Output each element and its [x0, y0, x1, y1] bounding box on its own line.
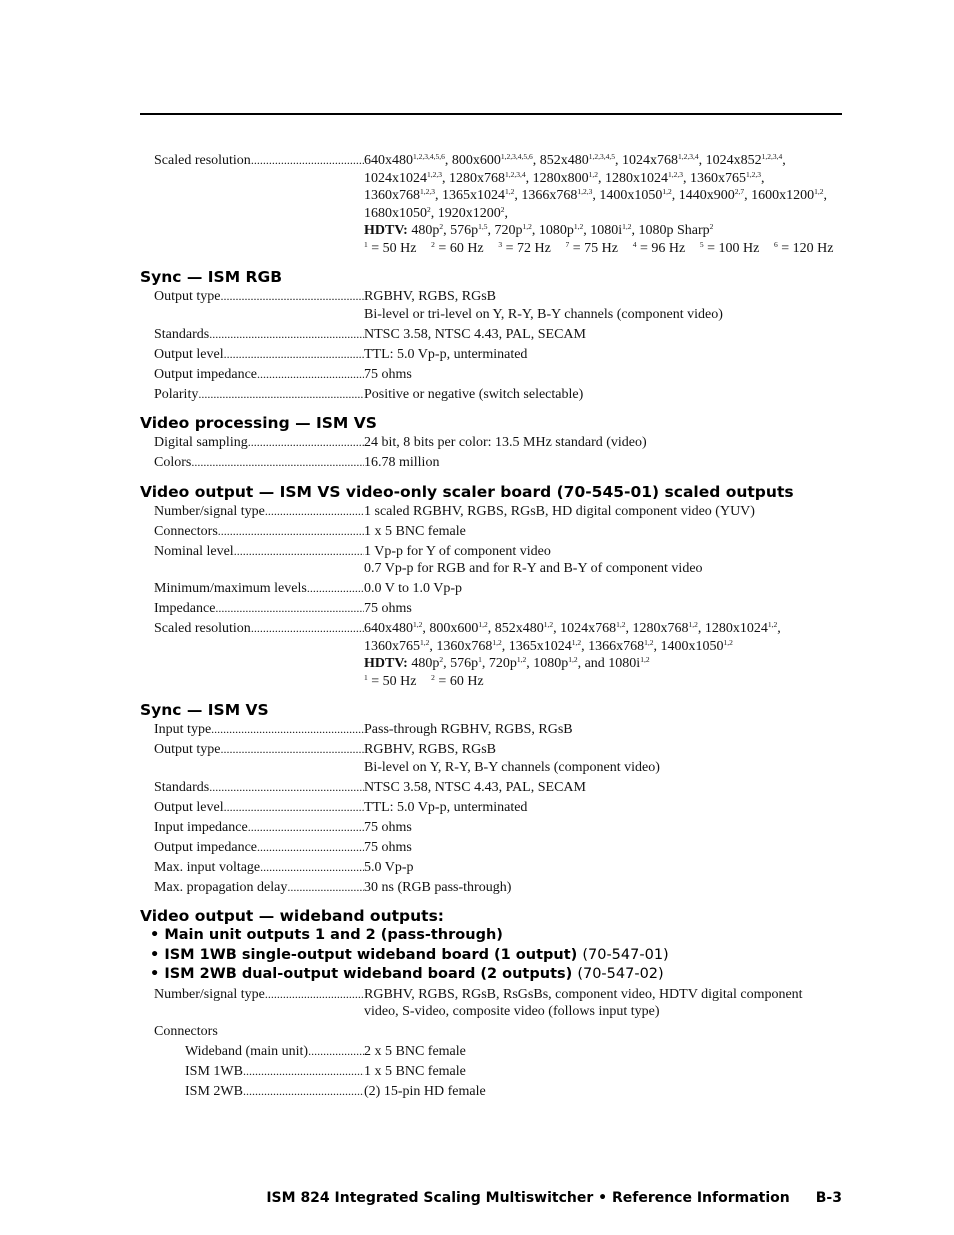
superscript: 7: [565, 239, 570, 249]
spec-value: [364, 152, 860, 257]
spec-value-line: HDTV: $480p^2$, $576p^{1,5}$, $720p^{1,2}$, $1080p^{1,2}$, $1080i^{1,2}$, 1080p Sharp$^2$: [364, 222, 714, 238]
superscript: 1,2,3,4,5,6: [500, 152, 533, 161]
section-heading: Video processing — ISM VS: [140, 414, 377, 432]
spec-value: [364, 326, 860, 344]
spec-value: [364, 859, 860, 877]
spec-label-text: Output level: [154, 799, 224, 815]
superscript: 1,2: [571, 637, 582, 647]
spec-label-text: Digital sampling: [154, 435, 248, 450]
spec-label-text: Connectors: [154, 1024, 218, 1039]
spec-label-text: Output impedance: [154, 839, 258, 855]
spec-label: [140, 839, 364, 857]
spec-value: [364, 288, 860, 323]
spec-row: [140, 819, 860, 837]
spec-label: [140, 1063, 364, 1081]
leader-dots: [257, 366, 364, 384]
spec-value-line: 75 ohms: [364, 839, 412, 855]
superscript: 1,2: [616, 620, 626, 629]
spec-value-line: 16.78 million: [364, 455, 440, 470]
leader-dots: [243, 1083, 364, 1101]
spec-row: [140, 620, 860, 690]
spec-value-line: 1 scaled RGBHV, RGBS, RGsB, HD digital component video (YUV): [364, 503, 755, 519]
spec-row: [140, 288, 860, 323]
superscript: 1,2: [420, 637, 430, 647]
spec-row: [140, 986, 860, 1021]
superscript: 2: [431, 239, 435, 249]
spec-label-text: Output type: [154, 742, 221, 757]
spec-value-line: Bi-level or tri-level on Y, R-Y, B-Y channels (component video): [364, 306, 723, 322]
spec-row: [140, 523, 860, 541]
superscript: 1,2: [543, 620, 554, 629]
spec-value-line: 1680x1050$^2$, 1920x1200$^2$,: [364, 204, 508, 221]
spec-label: [140, 779, 364, 797]
spec-value-line: RGBHV, RGBS, RGsB: [364, 742, 497, 757]
spec-value-line: 1024x1024$^{1,2,3}$, 1280x768$^{1,2,3,4}$, 1280x800$^{1,2}$, 1280x1024$^{1,2,3}$, 1360x765$^{1,2,3}$,: [364, 169, 765, 186]
spec-row: [140, 879, 860, 897]
page-footer: [266, 1190, 842, 1206]
spec-value-line: NTSC 3.58, NTSC 4.43, PAL, SECAM: [364, 326, 586, 342]
spec-label: [140, 721, 364, 739]
spec-label: [140, 346, 364, 364]
spec-label-text: Output level: [154, 346, 224, 362]
spec-section: [140, 152, 860, 257]
spec-value-line: video, S-video, composite video (follows input type): [364, 1004, 660, 1019]
superscript: 4: [632, 239, 637, 249]
spec-value: [364, 580, 860, 598]
spec-label: [140, 799, 364, 817]
spec-value-line: 1 x 5 BNC female: [364, 1064, 466, 1079]
spec-label: [140, 1043, 364, 1061]
spec-value-line: [364, 1023, 860, 1041]
spec-row: [140, 434, 860, 452]
spec-row: [140, 741, 860, 776]
superscript: 1,2,3,4: [505, 169, 526, 179]
superscript: 2: [431, 672, 435, 682]
superscript: 1,2: [814, 187, 824, 196]
superscript: 1,2: [413, 620, 423, 629]
section-heading: Video output — ISM VS video-only scaler board (70-545-01) scaled outputs: [140, 482, 794, 501]
spec-value-line: 0.7 Vp-p for RGB and for R-Y and B-Y of component video: [364, 561, 703, 576]
superscript: 1: [364, 239, 368, 249]
superscript: 2: [439, 655, 444, 664]
superscript: 2: [427, 204, 431, 214]
spec-label: [140, 326, 364, 344]
spec-value: [364, 839, 860, 857]
superscript: 2: [709, 222, 714, 231]
leader-dots: [211, 721, 364, 739]
leader-dots: [308, 1043, 364, 1061]
leader-dots: [251, 620, 364, 690]
leader-dots: [224, 799, 364, 817]
spec-value-line: 75 ohms: [364, 601, 412, 616]
spec-value-line: 1 Vp-p for Y of component video: [364, 543, 551, 559]
spec-label: [140, 543, 364, 578]
spec-value: [364, 741, 860, 776]
spec-label-text: Output impedance: [154, 366, 258, 382]
spec-label: [140, 580, 364, 598]
superscript: 1,2: [588, 169, 598, 179]
spec-value: [364, 543, 860, 578]
spec-value: [364, 366, 860, 384]
spec-label: [140, 600, 364, 618]
spec-value-line: 75 ohms: [364, 819, 412, 835]
spec-label: [140, 879, 364, 897]
spec-value-line: 30 ns (RGB pass-through): [364, 879, 512, 895]
spec-label-text: Max. input voltage: [154, 859, 261, 875]
leader-dots: [307, 580, 364, 598]
leader-dots: [191, 454, 364, 472]
superscript: 1,2: [522, 222, 532, 231]
spec-label: [140, 741, 364, 776]
spec-row: [140, 1083, 860, 1101]
superscript: 1,2,3: [668, 169, 683, 179]
superscript: 1,2: [767, 620, 778, 629]
leader-dots: [215, 600, 364, 618]
superscript: 1,2,3: [420, 187, 435, 196]
top-rule: [140, 113, 842, 115]
spec-label-text: Input type: [154, 722, 212, 737]
spec-row: [140, 346, 860, 364]
spec-value-line: 1360x765$^{1,2}$, 1360x768$^{1,2}$, 1365x1024$^{1,2}$, 1366x768$^{1,2}$, 1400x1050$^{1,2}$: [364, 637, 733, 654]
superscript: 1: [478, 655, 482, 664]
superscript: 1,2: [478, 620, 488, 629]
spec-value: [364, 346, 860, 364]
spec-label: [140, 386, 364, 404]
bullet-bold: • Main unit outputs 1 and 2 (pass-through): [150, 927, 503, 943]
superscript: 2,7: [734, 187, 745, 196]
superscript: 1: [364, 672, 368, 682]
spec-value: [364, 986, 860, 1021]
spec-row: [140, 799, 860, 817]
spec-section: [140, 906, 860, 1101]
spec-row: [140, 152, 860, 257]
spec-label: [140, 819, 364, 837]
superscript: 1,2: [573, 222, 584, 231]
spec-value-line: 0.0 V to 1.0 Vp-p: [364, 581, 463, 596]
leader-dots: [221, 741, 365, 776]
spec-label-text: Impedance: [154, 601, 216, 616]
leader-dots: [218, 523, 364, 541]
spec-row: [140, 1023, 860, 1041]
leader-dots: [234, 543, 364, 578]
spec-value-line: Positive or negative (switch selectable): [364, 386, 584, 402]
section-heading: Sync — ISM RGB: [140, 268, 283, 286]
superscript: 1,2,3: [427, 169, 442, 179]
superscript: 1,2: [622, 222, 632, 231]
spec-label-text: Standards: [154, 779, 210, 795]
spec-row: [140, 543, 860, 578]
spec-value: [364, 386, 860, 404]
spec-label: [140, 288, 364, 323]
spec-value-line: 1360x768$^{1,2,3}$, 1365x1024$^{1,2}$, 1366x768$^{1,2,3}$, 1400x1050$^{1,2}$, 1440x900$^{2,7}$, 1600x1200$^{1,2}$,: [364, 187, 827, 203]
spec-value: [364, 600, 860, 618]
spec-label: [140, 1083, 364, 1101]
spec-value: [364, 1063, 860, 1081]
spec-value: [364, 721, 860, 739]
superscript: 1,2: [568, 655, 578, 664]
superscript: 1,2,3: [577, 187, 593, 196]
spec-row: [140, 779, 860, 797]
spec-value-line: RGBHV, RGBS, RGsB, RsGsBs, component video, HDTV digital component: [364, 986, 803, 1002]
spec-label-text: Number/signal type: [154, 503, 265, 519]
spec-label-text: ISM 1WB: [185, 1064, 243, 1079]
spec-section: [140, 700, 860, 896]
superscript: 1,2: [688, 620, 698, 629]
spec-label-text: Nominal level: [154, 543, 234, 559]
leader-dots: [224, 346, 364, 364]
leader-dots: [248, 434, 364, 452]
spec-label: [140, 503, 364, 521]
spec-label: [140, 1023, 364, 1041]
superscript: 1,2,3,4,5,6: [413, 152, 445, 161]
superscript: 1,2,3: [746, 169, 761, 179]
bullet-item: [140, 946, 860, 966]
spec-label: [140, 523, 364, 541]
spec-section: [140, 482, 860, 691]
spec-value: [364, 434, 860, 452]
spec-row: [140, 503, 860, 521]
spec-content: [140, 151, 860, 1103]
superscript: 1,2,3,4: [678, 152, 699, 161]
superscript: 1,2: [644, 637, 654, 647]
spec-value-line: TTL: 5.0 Vp-p, unterminated: [364, 346, 528, 362]
superscript: 1,2,3,4,5: [588, 152, 615, 161]
spec-value: [364, 1023, 860, 1041]
spec-section: [140, 267, 860, 403]
bold-label: HDTV:: [364, 223, 408, 238]
spec-value: [364, 879, 860, 897]
spec-label: [140, 859, 364, 877]
superscript: 3: [498, 239, 503, 249]
spec-label-text: Input impedance: [154, 819, 248, 835]
bold-label: HDTV:: [364, 656, 408, 671]
spec-row: [140, 326, 860, 344]
spec-row: [140, 1043, 860, 1061]
bullet-part-number: (70-547-01): [582, 946, 669, 963]
spec-row: [140, 386, 860, 404]
superscript: 2: [500, 204, 505, 214]
leader-dots: [209, 326, 364, 344]
spec-label-text: Output type: [154, 289, 221, 304]
spec-label-text: Max. propagation delay: [154, 879, 288, 895]
spec-label: [140, 434, 364, 452]
spec-value-line: 1 x 5 BNC female: [364, 523, 466, 539]
spec-row: [140, 600, 860, 618]
superscript: 1,2: [516, 655, 527, 664]
spec-value: [364, 1083, 860, 1101]
spec-label-text: Colors: [154, 455, 192, 470]
section-heading: Video output — wideband outputs:: [140, 907, 444, 925]
leader-dots: [198, 386, 364, 404]
spec-value-line: 24 bit, 8 bits per color: 13.5 MHz standard (video): [364, 435, 647, 450]
spec-value: [364, 779, 860, 797]
superscript: 1,2: [492, 637, 502, 647]
leader-dots: [260, 859, 364, 877]
spec-label: [140, 454, 364, 472]
spec-label: [140, 152, 364, 257]
spec-value-line: Pass-through RGBHV, RGBS, RGsB: [364, 722, 573, 737]
superscript: 1,2,3,4: [761, 152, 783, 161]
superscript: 1,5: [478, 222, 488, 231]
leader-dots: [251, 152, 364, 257]
spec-label: [140, 366, 364, 384]
spec-row: [140, 580, 860, 598]
superscript: 1,2: [723, 637, 733, 647]
spec-value: [364, 1043, 860, 1061]
spec-label-text: Scaled resolution: [154, 621, 251, 636]
spec-value-line: 75 ohms: [364, 366, 412, 382]
spec-row: [140, 1063, 860, 1081]
spec-label-text: Polarity: [154, 386, 199, 402]
leader-dots: [265, 986, 364, 1021]
leader-dots: [221, 288, 365, 323]
leader-dots: [287, 879, 364, 897]
spec-label-text: Standards: [154, 326, 210, 342]
superscript: 5: [699, 239, 704, 249]
bullet-item: [140, 926, 860, 946]
spec-value-line: 2 x 5 BNC female: [364, 1044, 466, 1059]
spec-value-line: NTSC 3.58, NTSC 4.43, PAL, SECAM: [364, 779, 586, 795]
superscript: 1,2: [505, 187, 515, 196]
spec-value: [364, 503, 860, 521]
spec-label-text: ISM 2WB: [185, 1084, 243, 1099]
spec-value-line: 640x480$^{1,2}$, 800x600$^{1,2}$, 852x480$^{1,2}$, 1024x768$^{1,2}$, 1280x768$^{1,2}$, 1280x1024$^{1,2}$,: [364, 620, 781, 636]
superscript: 1,2: [640, 655, 650, 664]
spec-value-line: Bi-level on Y, R-Y, B-Y channels (component video): [364, 759, 660, 775]
spec-label: [140, 620, 364, 690]
bullet-part-number: (70-547-02): [577, 966, 664, 982]
spec-label: [140, 986, 364, 1021]
page-number: B-3: [815, 1190, 842, 1206]
bullet-bold: • ISM 1WB single-output wideband board (1 output): [150, 946, 578, 963]
leader-dots: [243, 1063, 364, 1081]
spec-label-text: Wideband (main unit): [185, 1044, 309, 1059]
spec-value-line: $^1$ = 50 Hz $^2$ = 60 Hz $^3$ = 72 Hz $^7$ = 75 Hz $^4$ = 96 Hz $^5$ = 100 Hz $^6$ = 120 Hz: [364, 239, 834, 256]
spec-label-text: Scaled resolution: [154, 153, 251, 168]
spec-value-line: 640x480$^{1,2,3,4,5,6}$, 800x600$^{1,2,3,4,5,6}$, 852x480$^{1,2,3,4,5}$, 1024x768$^{1,2,3,4}$, 1024x852$^{1,2,3,4}$,: [364, 152, 786, 168]
spec-value-line: HDTV: $480p^2$, $576p^1$, $720p^{1,2}$, $1080p^{1,2}$, and $1080i^{1,2}$: [364, 655, 650, 671]
spec-value: [364, 819, 860, 837]
superscript: 1,2: [662, 187, 672, 196]
footer-title: ISM 824 Integrated Scaling Multiswitcher • Reference Information: [266, 1190, 790, 1206]
spec-row: [140, 839, 860, 857]
spec-value-line: TTL: 5.0 Vp-p, unterminated: [364, 799, 528, 815]
spec-value-line: 5.0 Vp-p: [364, 859, 414, 875]
spec-value-line: $^1$ = 50 Hz $^2$ = 60 Hz: [364, 672, 484, 689]
bullet-item: [140, 965, 860, 985]
spec-row: [140, 366, 860, 384]
superscript: 2: [439, 222, 444, 231]
spec-row: [140, 859, 860, 877]
spec-label-text: Connectors: [154, 523, 218, 539]
spec-value: [364, 523, 860, 541]
spec-value-line: (2) 15-pin HD female: [364, 1084, 486, 1099]
spec-value-line: RGBHV, RGBS, RGsB: [364, 289, 497, 304]
leader-dots: [265, 503, 364, 521]
spec-section: [140, 413, 860, 472]
spec-row: [140, 721, 860, 739]
spec-label-text: Minimum/maximum levels: [154, 581, 307, 596]
leader-dots: [209, 779, 364, 797]
leader-dots: [248, 819, 364, 837]
leader-dots: [257, 839, 364, 857]
spec-value: [364, 454, 860, 472]
spec-row: [140, 454, 860, 472]
superscript: 6: [774, 239, 778, 249]
bullet-bold: • ISM 2WB dual-output wideband board (2 outputs): [150, 966, 573, 982]
spec-label-text: Number/signal type: [154, 986, 265, 1002]
spec-value: [364, 620, 860, 690]
spec-value: [364, 799, 860, 817]
section-heading: Sync — ISM VS: [140, 701, 269, 719]
